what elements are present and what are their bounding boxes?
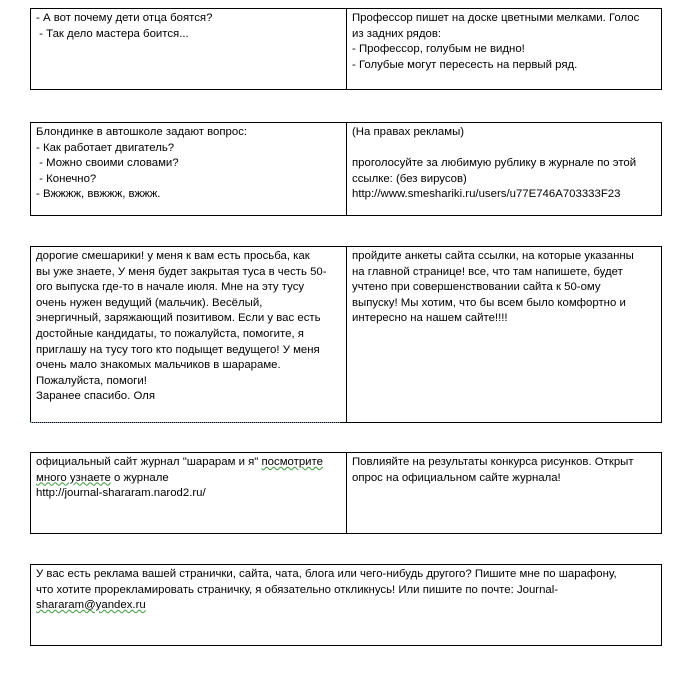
dotted-divider xyxy=(30,422,340,423)
email-link[interactable]: shararam@yandex.ru xyxy=(36,599,146,612)
text-line: - Можно своими словами? xyxy=(36,157,179,170)
text-fragment: официальный сайт журнал "шарарам и я" xyxy=(36,456,259,468)
vote-ad-cell xyxy=(347,123,662,216)
joke-blonde-cell xyxy=(31,123,347,216)
text-line xyxy=(36,598,656,614)
vote-link[interactable]: http://www.smeshariki.ru/users/u77E746A703333F23 xyxy=(352,188,621,201)
journal-link[interactable]: http://journal-shararam.narod2.ru/ xyxy=(36,487,206,500)
text-fragment: много узнаете xyxy=(36,471,111,484)
text-line: - Конечно? xyxy=(36,172,97,185)
text-line: - Как работает двигатель? xyxy=(36,141,175,154)
text-line: достойные кандидаты, то пожалуйста, помогите, я xyxy=(36,327,304,340)
text-line: опрос на официальном сайте журнала! xyxy=(352,471,561,484)
text-line: Пожалуйста, помоги! xyxy=(36,374,147,387)
text-line: Повлияйте на результаты конкурса рисунков. Открыт xyxy=(352,456,634,468)
text-line: интересно на нашем сайте!!!! xyxy=(352,312,508,325)
text-line: очень мало знакомых мальчиков в шарараме. xyxy=(36,359,281,372)
text-line: Блондинке в автошколе задают вопрос: xyxy=(36,126,248,138)
text-line xyxy=(36,455,341,471)
text-line: очень нужен ведущий (мальчик). Весёлый, xyxy=(36,296,263,309)
joke-father-cell xyxy=(31,9,347,90)
journal-site-cell xyxy=(31,453,347,534)
text-line: на главной странице! все, что там напишете, будет xyxy=(352,265,623,278)
ad-block-2 xyxy=(30,122,662,216)
text-line: ого выпуска где-то в начале июля. Мне на эту тусу xyxy=(36,281,305,294)
text-line: вы уже знаете, У меня будет закрытая туса в честь 50- xyxy=(36,265,327,278)
text-line: приглашу на тусу того кто подыщет ведущего! У меня xyxy=(36,343,320,356)
text-line: У вас есть реклама вашей странички, сайта, чата, блога или чего-нибудь другого? Пишите мне по шарафону, xyxy=(36,568,617,580)
ad-block-1 xyxy=(30,8,662,90)
text-fragment: о журнале xyxy=(110,471,169,484)
text-line: выпуску! Мы хотим, что бы всем было комфортно и xyxy=(352,296,626,309)
text-line: энергичный, заряжающий позитивом. Если у вас есть xyxy=(36,312,321,325)
text-line: - Профессор, голубым не видно! xyxy=(352,43,525,56)
text-line: пройдите анкеты сайта ссылки, на которые указанны xyxy=(352,250,634,262)
text-fragment: посмотрите xyxy=(261,456,323,468)
text-line: - Голубые могут пересесть на первый ряд. xyxy=(352,58,578,71)
text-line: ссылке: (без вирусов) xyxy=(352,172,467,185)
party-request-cell xyxy=(31,247,347,423)
ad-block-bottom xyxy=(30,564,662,646)
ad-label: (На правах рекламы) xyxy=(352,126,465,138)
text-line: Заранее спасибо. Оля xyxy=(36,390,156,403)
text-line: - Так дело мастера боится... xyxy=(36,27,189,40)
text-line xyxy=(36,471,341,487)
text-line: проголосуйте за любимую рублику в журнале по этой xyxy=(352,157,637,170)
text-line: Профессор пишет на доске цветными мелками. Голос xyxy=(352,12,640,24)
text-line: - Вжжжж, ввжжж, вжжж. xyxy=(36,188,161,201)
text-line: что хотите прорекламировать страничку, я обязательно откликнусь! Или пишите по почте: Journal- xyxy=(36,583,559,596)
text-line: из задних рядов: xyxy=(352,27,442,40)
survey-cell xyxy=(347,247,662,423)
ad-block-4 xyxy=(30,452,662,534)
contact-cell xyxy=(31,565,662,646)
text-line: дорогие смешарики! у меня к вам есть просьба, как xyxy=(36,250,310,262)
text-line: - А вот почему дети отца боятся? xyxy=(36,12,213,24)
contest-cell xyxy=(347,453,662,534)
text-line: учтено при совершенствовании сайта к 50-ому xyxy=(352,281,601,294)
ad-block-3 xyxy=(30,246,662,423)
joke-professor-cell xyxy=(347,9,662,90)
